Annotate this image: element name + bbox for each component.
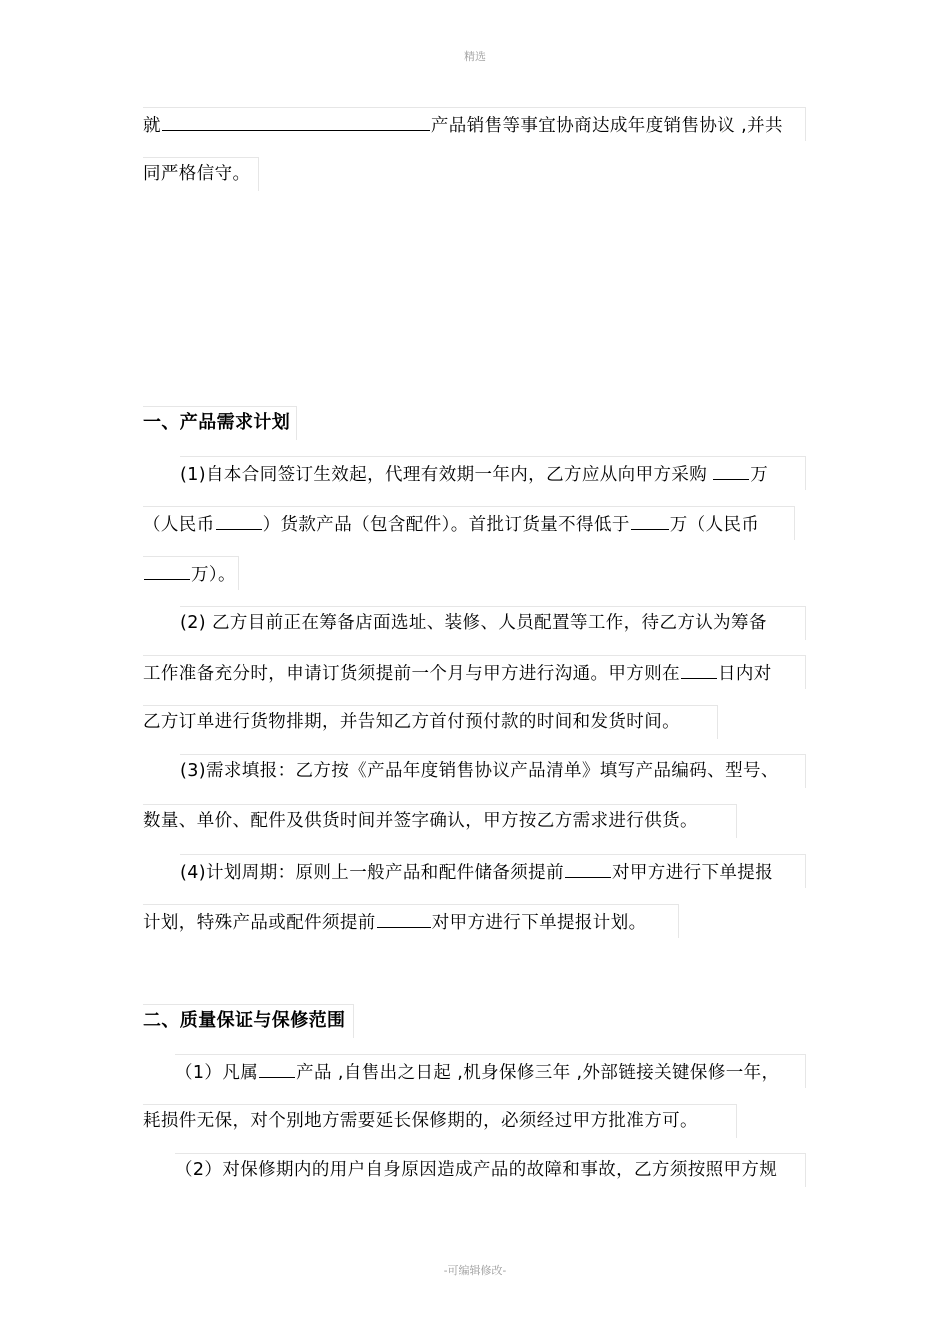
first-order-rmb-blank[interactable] (144, 561, 190, 580)
section-1-title (143, 406, 297, 440)
s1-p2-line-2 (143, 655, 806, 689)
s1-p4-text-c: 计划，特殊产品或配件须提前 (143, 913, 376, 933)
s1-p1-text-a: (1)自本合同签订生效起，代理有效期一年内，乙方应从向甲方采购 (180, 465, 708, 485)
section-1-title-text: 一、产品需求计划 (143, 412, 291, 433)
days-blank[interactable] (681, 660, 717, 679)
intro-text-1a: 就 (143, 116, 161, 136)
rmb-amount-blank[interactable] (216, 511, 262, 530)
intro-line-2 (143, 157, 259, 191)
product-brand-blank[interactable] (259, 1059, 295, 1078)
s1-p2-text-c: 日内对 (718, 664, 772, 684)
s1-p4-line-1 (180, 854, 806, 888)
s1-p3-text-b: 数量、单价、配件及供货时间并签字确认，甲方按乙方需求进行供货。 (143, 811, 698, 831)
s2-p1-text-b: 产品 ,自售出之日起 ,机身保修三年 ,外部链接关键保修一年， (296, 1063, 780, 1083)
intro-line-1 (143, 107, 806, 141)
s1-p3-line-2 (143, 804, 737, 838)
section-2-title-text: 二、质量保证与保修范围 (143, 1010, 346, 1031)
s1-p2-line-3 (143, 705, 718, 739)
intro-text-2: 同严格信守。 (143, 164, 251, 184)
s2-p1-line-1 (175, 1054, 806, 1088)
s2-p1-text-c: 耗损件无保，对个别地方需要延长保修期的，必须经过甲方批准方可。 (143, 1111, 698, 1131)
s2-p2-line-1 (175, 1153, 806, 1187)
page-header: 精选 (464, 50, 486, 63)
s2-p1-line-2 (143, 1104, 737, 1138)
section-2-title (143, 1004, 354, 1038)
s1-p1-text-c: （人民币 (143, 515, 215, 535)
s1-p1-text-f: 万）。 (191, 565, 236, 585)
s2-p1-text-a: （1）凡属 (175, 1063, 259, 1083)
first-order-amount-blank[interactable] (631, 511, 669, 530)
s1-p2-text-b: 工作准备充分时，申请订货须提前一个月与甲方进行沟通。甲方则在 (143, 664, 680, 684)
s1-p3-text-a: (3)需求填报：乙方按《产品年度销售协议产品清单》填写产品编码、型号、 (180, 761, 779, 781)
s1-p4-line-2 (143, 904, 679, 938)
s1-p1-line-1 (180, 456, 806, 490)
s1-p2-line-1 (180, 606, 806, 640)
product-name-blank[interactable] (162, 112, 430, 131)
s1-p3-line-1 (180, 754, 806, 788)
intro-text-1b: 产品销售等事宜协商达成年度销售协议 ,并共 (430, 116, 783, 136)
s1-p4-text-a: (4)计划周期：原则上一般产品和配件储备须提前 (180, 863, 564, 883)
s1-p1-text-b: 万 (750, 465, 769, 485)
s1-p1-text-e: 万（人民币 (669, 515, 760, 535)
s1-p1-line-2 (143, 506, 795, 540)
special-lead-time-blank[interactable] (377, 909, 431, 928)
s1-p1-text-d: ）货款产品（包含配件）。首批订货量不得低于 (262, 515, 630, 535)
s1-p4-text-b: 对甲方进行下单提报 (612, 863, 774, 883)
s1-p2-text-d: 乙方订单进行货物排期，并告知乙方首付预付款的时间和发货时间。 (143, 712, 680, 732)
lead-time-blank[interactable] (565, 859, 611, 878)
s1-p4-text-d: 对甲方进行下单提报计划。 (431, 913, 647, 933)
purchase-amount-blank[interactable] (713, 461, 749, 480)
s1-p1-line-3 (143, 556, 239, 590)
s2-p2-text-a: （2）对保修期内的用户自身原因造成产品的故障和事故，乙方须按照甲方规 (175, 1160, 778, 1180)
page-footer: -可编辑修改- (443, 1264, 507, 1277)
s1-p2-text-a: (2) 乙方目前正在筹备店面选址、装修、人员配置等工作，待乙方认为筹备 (180, 613, 767, 633)
